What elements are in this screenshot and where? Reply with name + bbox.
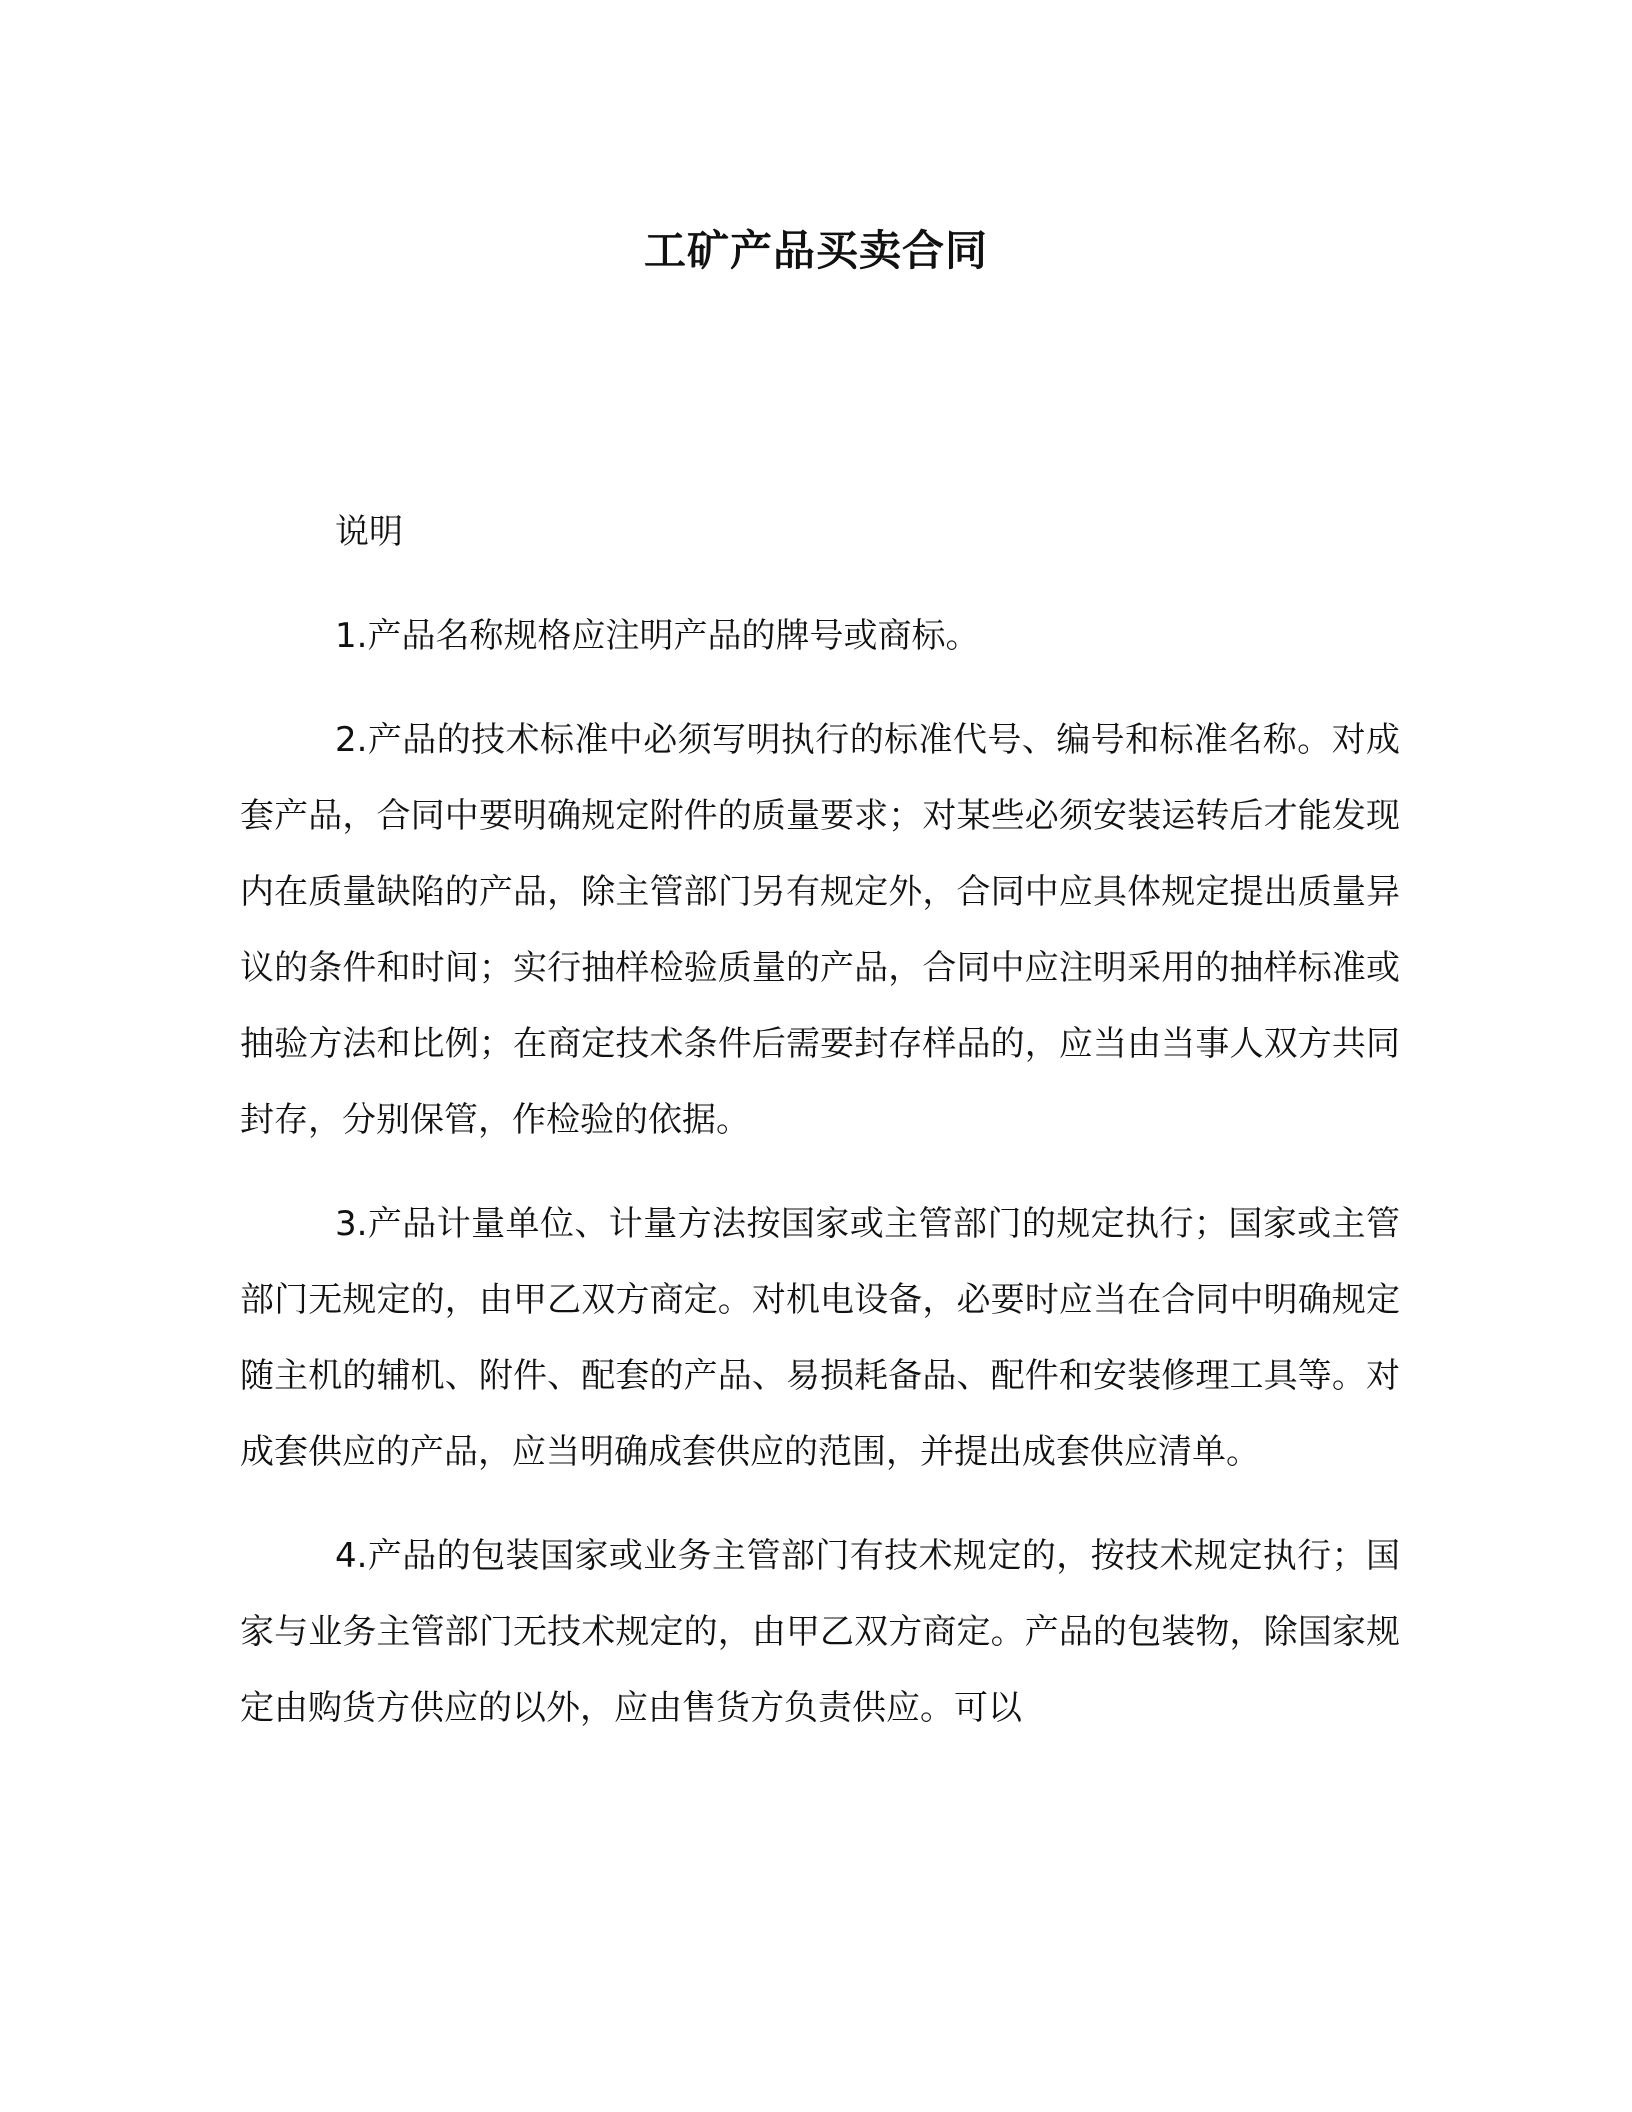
paragraph-2: 2.产品的技术标准中必须写明执行的标准代号、编号和标准名称。对成套产品，合同中要明确规定附件的质量要求；对某些必须安装运转后才能发现内在质量缺陷的产品，除主管部门另有规定外，合同中应具体规定提出质量异议的条件和时间；实行抽样检验质量的产品，合同中应注明采用的抽样标准或抽验方法和比例；在商定技术条件后需要封存样品的，应当由当事人双方共同封存，分别保管，作检验的依据。 — [240, 720, 1400, 1140]
paragraph-3: 3.产品计量单位、计量方法按国家或主管部门的规定执行；国家或主管部门无规定的，由甲乙双方商定。对机电设备，必要时应当在合同中明确规定随主机的辅机、附件、配套的产品、易损耗备品、配件和安装修理工具等。对成套供应的产品，应当明确成套供应的范围，并提出成套供应清单。 — [240, 1204, 1400, 1472]
paragraph-1: 1.产品名称规格应注明产品的牌号或商标。 — [335, 616, 980, 656]
paragraph-4: 4.产品的包装国家或业务主管部门有技术规定的，按技术规定执行；国家与业务主管部门无技术规定的，由甲乙双方商定。产品的包装物，除国家规定由购货方供应的以外，应由售货方负责供应。可以 — [240, 1536, 1400, 1728]
section-heading: 说明 — [335, 512, 403, 552]
document-title: 工矿产品买卖合同 — [643, 226, 988, 275]
document-body — [240, 494, 1400, 1774]
